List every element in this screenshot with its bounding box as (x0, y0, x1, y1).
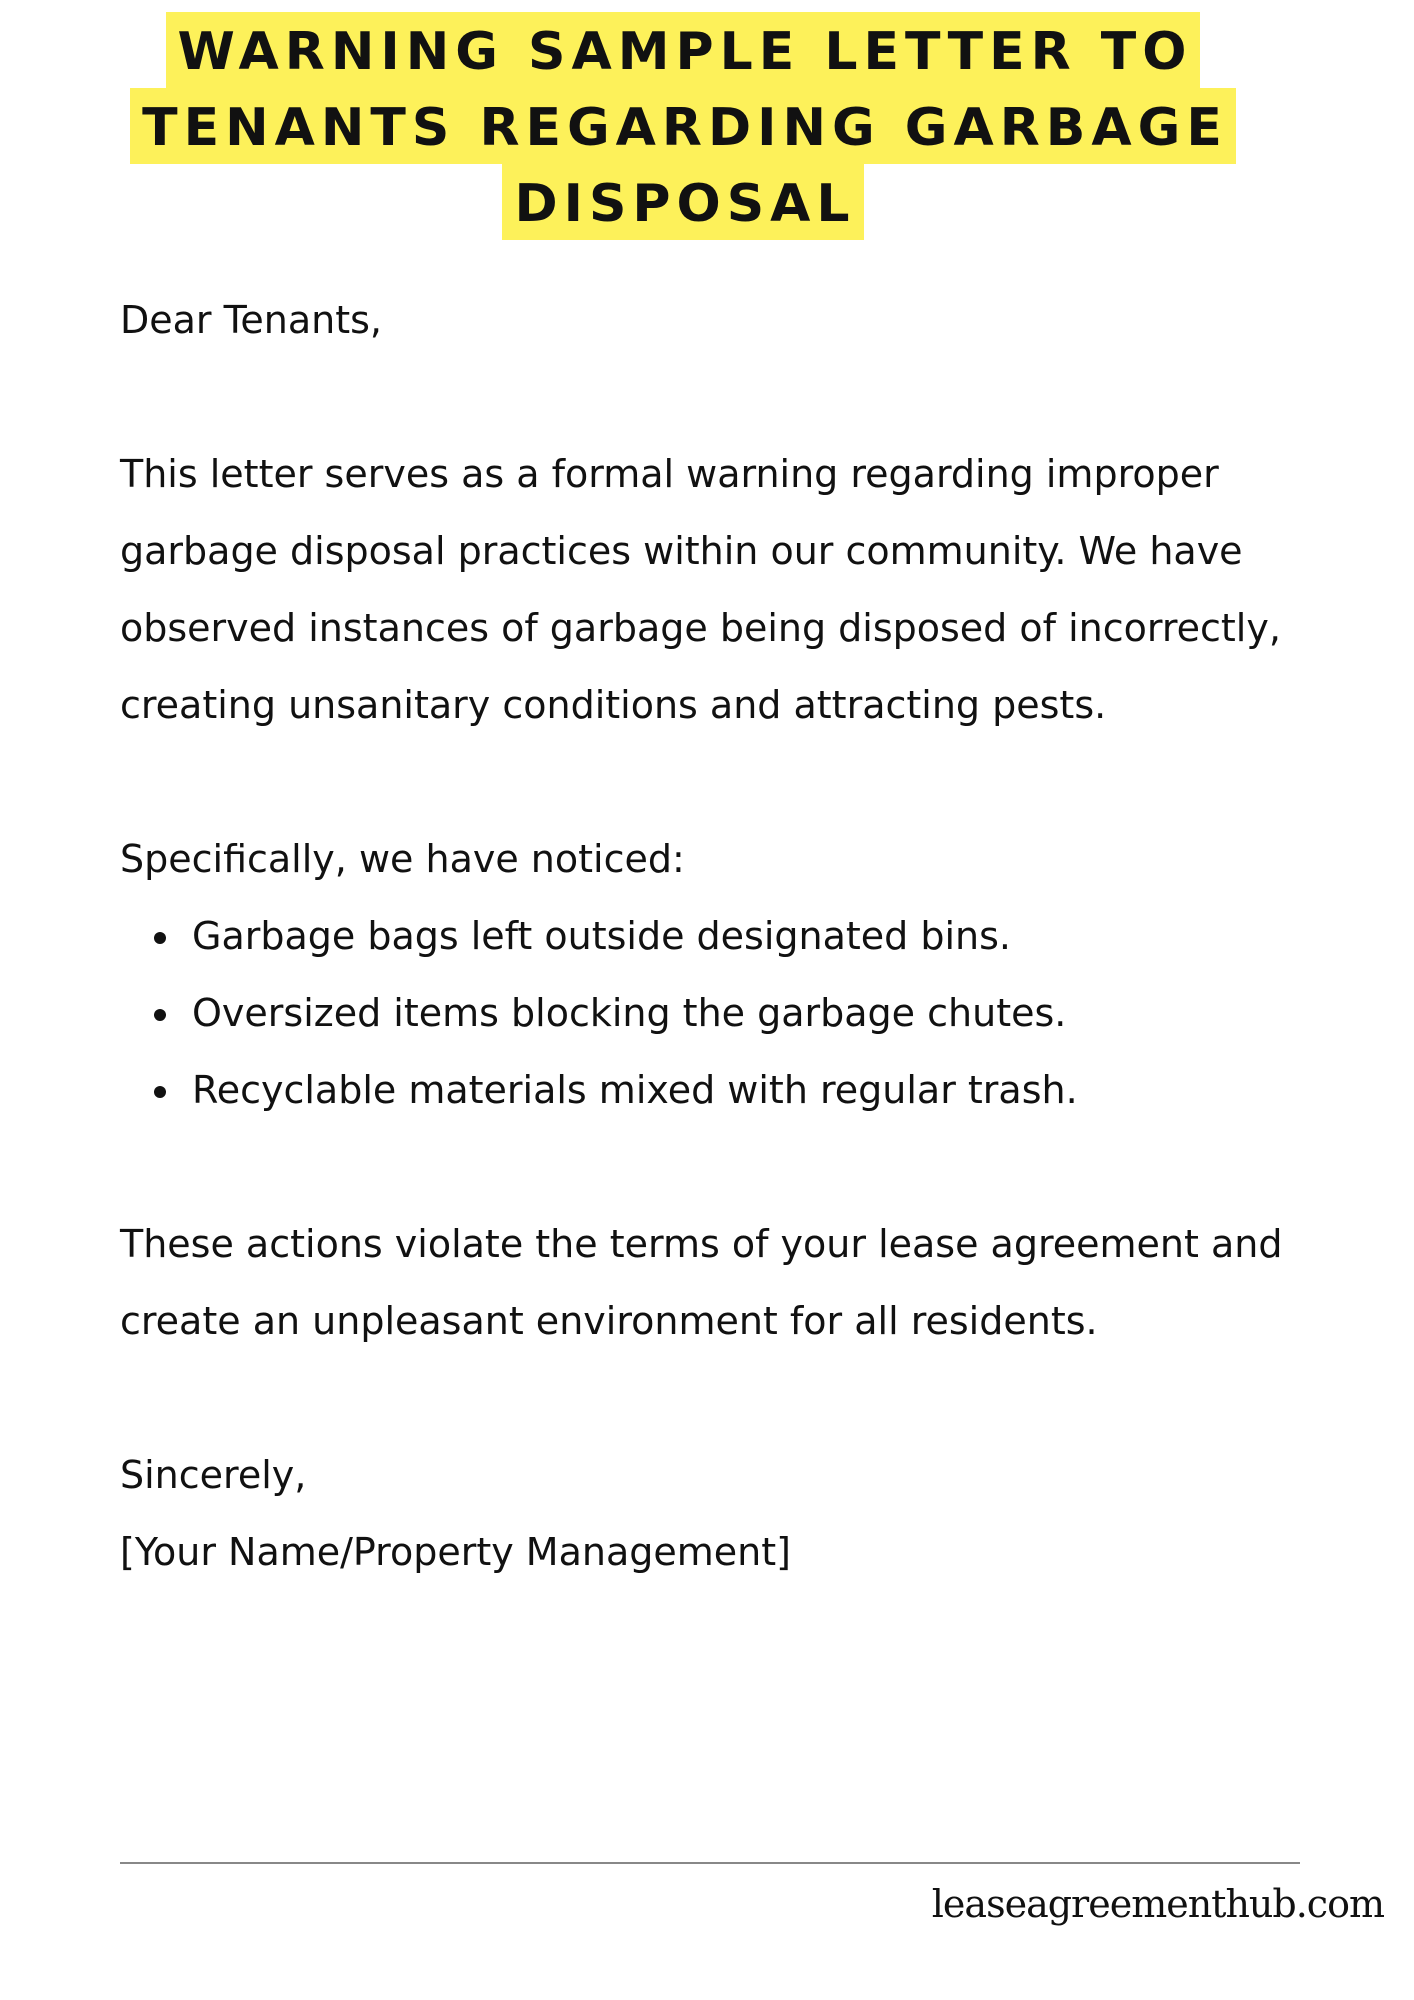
bullet-icon (154, 1086, 166, 1098)
list-item (192, 975, 1360, 1052)
list-item (192, 898, 1360, 975)
closing-paragraph: These actions violate the terms of your lease agreement and create an unpleasant environment for all residents. (120, 1222, 1283, 1343)
observations-list (120, 898, 1360, 1129)
sign-off: Sincerely, (120, 1453, 307, 1497)
list-intro: Specifically, we have noticed: (120, 837, 685, 881)
greeting: Dear Tenants, (120, 298, 382, 342)
signature: [Your Name/Property Management] (120, 1530, 791, 1574)
bullet-icon (154, 1009, 166, 1021)
footer-divider (120, 1862, 1300, 1864)
list-item-text: Garbage bags left outside designated bins. (192, 914, 1012, 958)
footer-website: leaseagreementhub.com (931, 1882, 1384, 1926)
page-title (0, 12, 1366, 240)
title-line-3: DISPOSAL (502, 164, 863, 240)
list-item-text: Oversized items blocking the garbage chutes. (192, 991, 1067, 1035)
list-item-text: Recyclable materials mixed with regular trash. (192, 1068, 1078, 1112)
title-line-1: WARNING SAMPLE LETTER TO (166, 12, 1201, 88)
bullet-icon (154, 932, 166, 944)
letter-body (120, 282, 1360, 1591)
title-line-2: TENANTS REGARDING GARBAGE (130, 88, 1236, 164)
list-item (192, 1052, 1360, 1129)
intro-paragraph: This letter serves as a formal warning regarding improper garbage disposal practices within our community. We have observed instances of garbage being disposed of incorrectly, creating unsanitary conditions and attracting pests. (120, 452, 1281, 727)
